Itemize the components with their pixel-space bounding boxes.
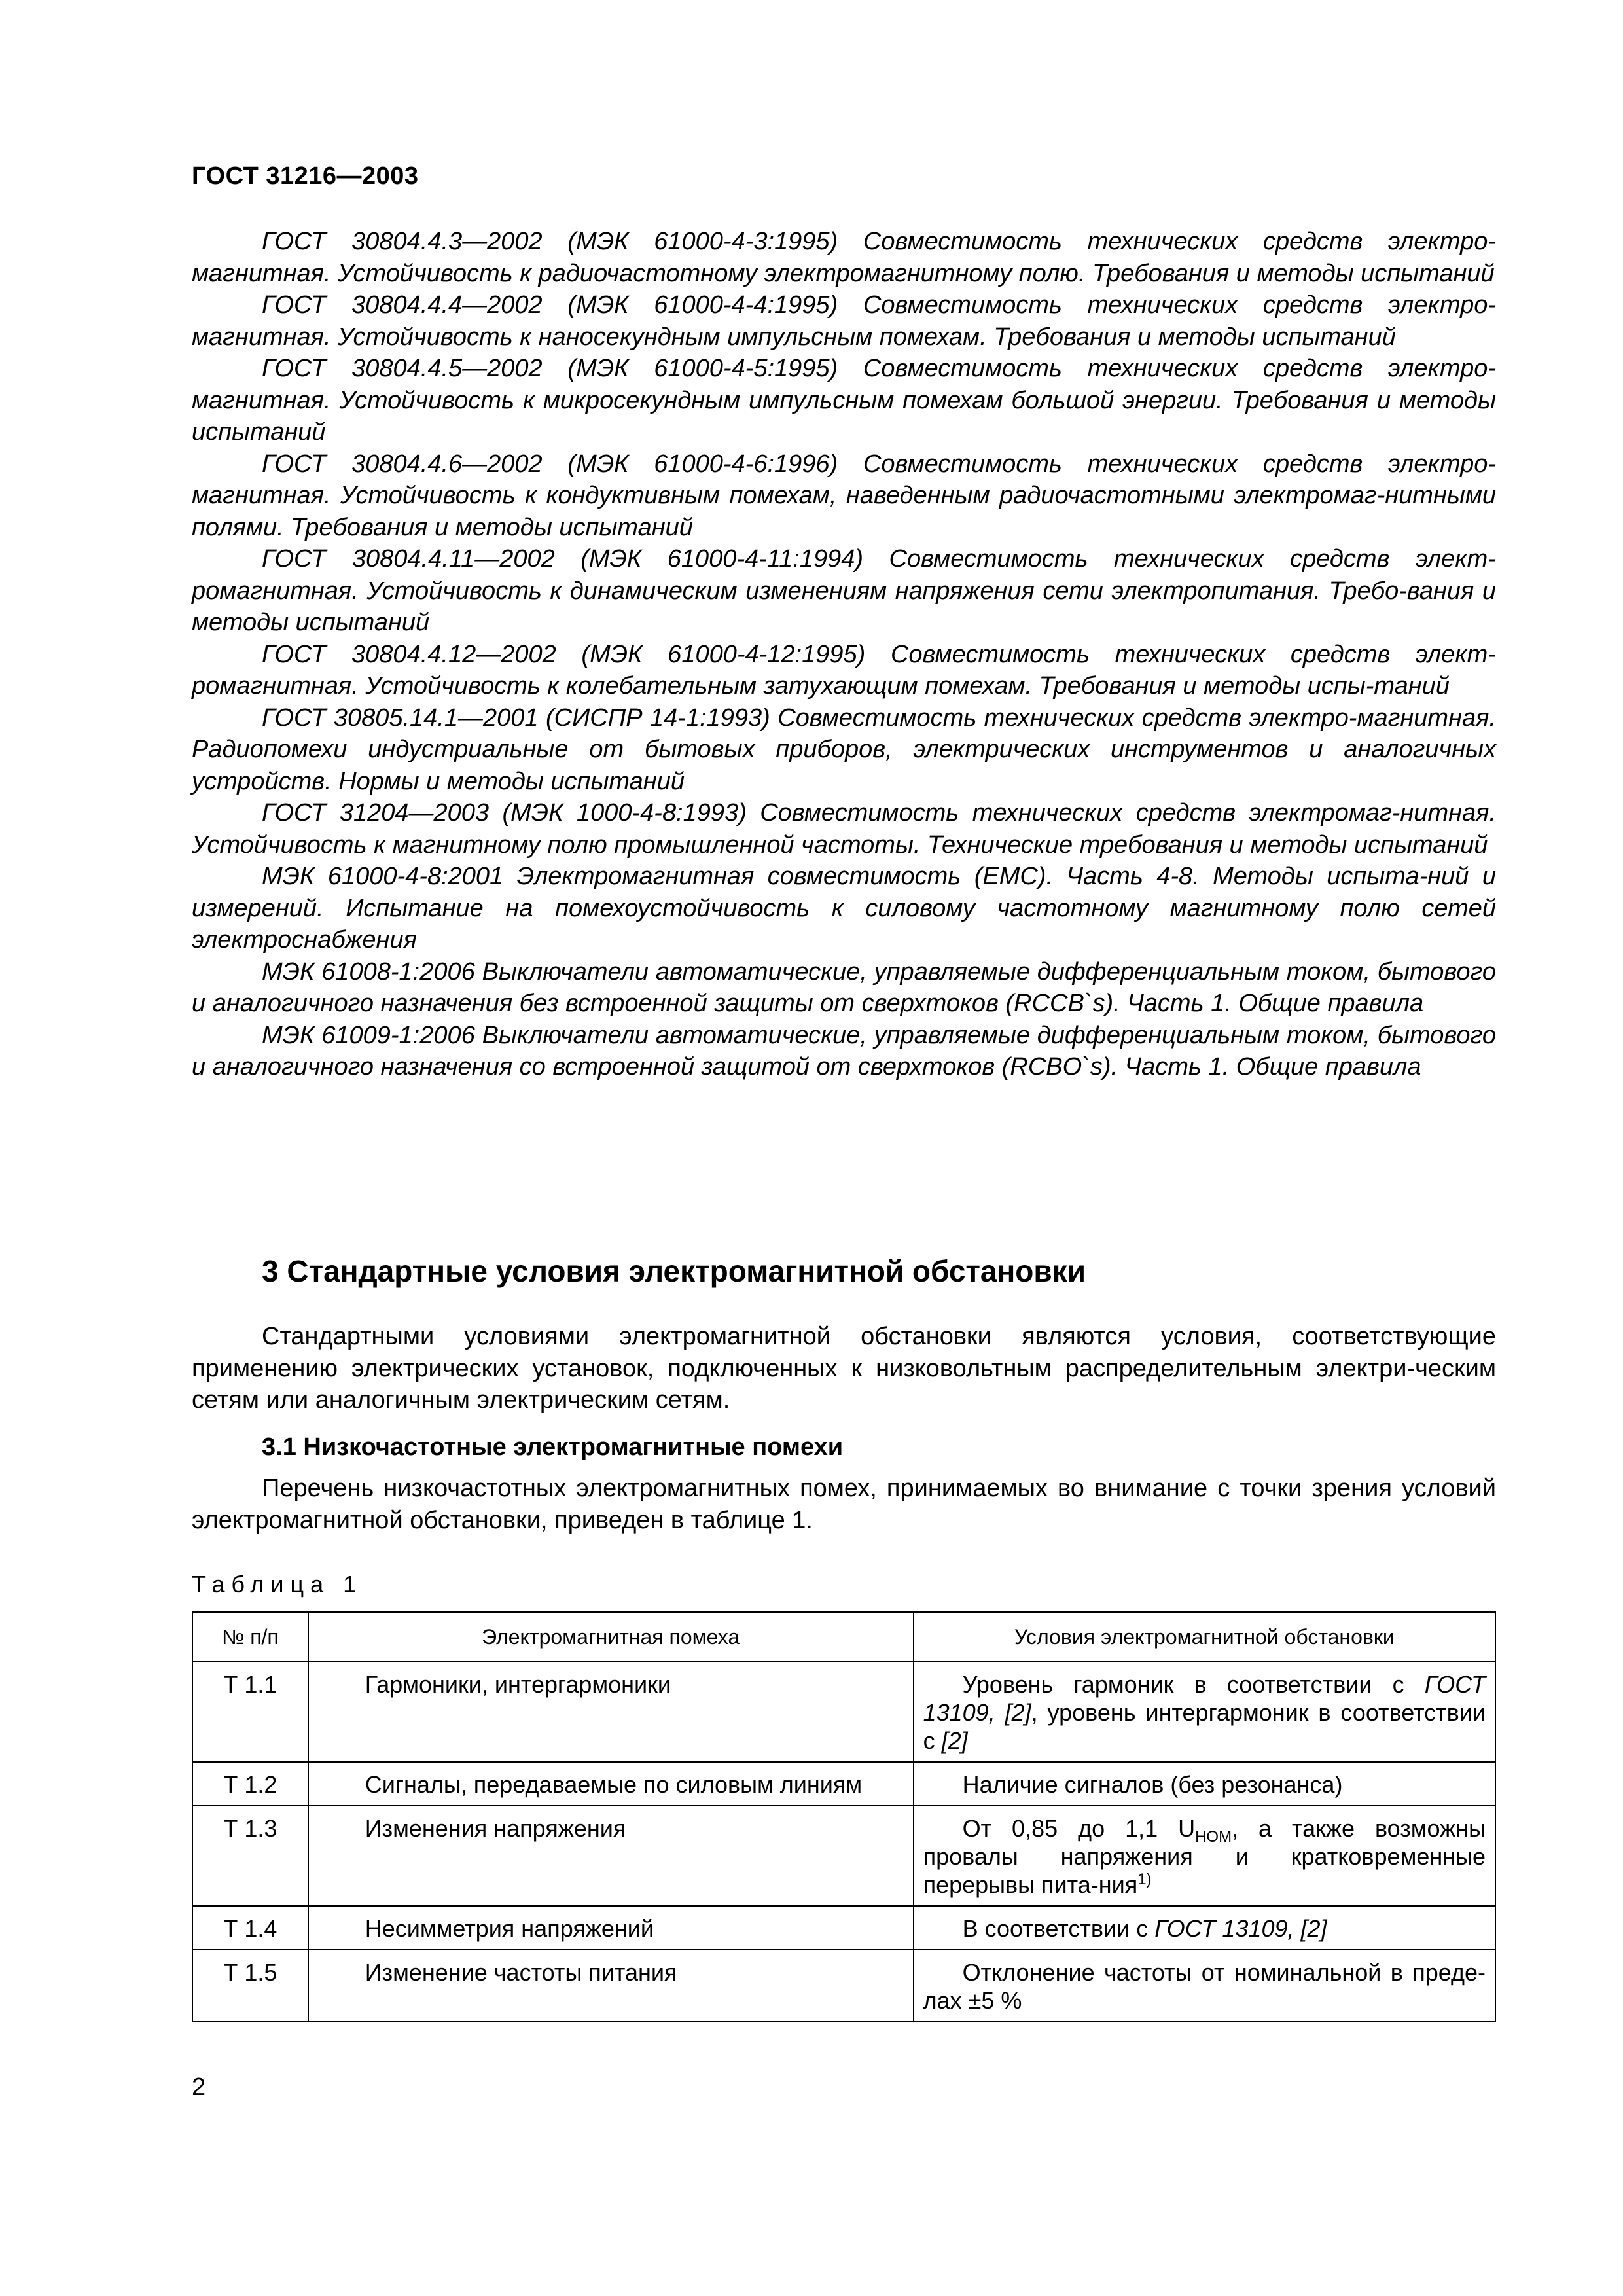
reference-item: ГОСТ 30804.4.12—2002 (МЭК 61000-4-12:1995) Совместимость технических средств элект-ромагнитная. Устойчивость к колебательным затухающим помехам. Требования и методы испы-таний bbox=[192, 640, 1496, 700]
table-row bbox=[192, 1806, 1495, 1906]
footnote-marker: 1) bbox=[1137, 1871, 1152, 1888]
row-number: Т 1.3 bbox=[192, 1806, 308, 1906]
section-3-1-text: Перечень низкочастотных электромагнитных помех, принимаемых во внимание с точки зрения условий электромагнитной обстановки, приведен в таблице 1. bbox=[192, 1475, 1496, 1534]
interference-table bbox=[192, 1611, 1496, 2022]
reference-item: МЭК 61009-1:2006 Выключатели автоматические, управляемые дифференциальным током, бытового и аналогичного назначения со встроенной защитой от сверхтоков (RCBO`s). Часть 1. Общие правила bbox=[192, 1021, 1496, 1081]
table-caption: Таблица 1 bbox=[192, 1571, 363, 1598]
row-conditions bbox=[914, 1662, 1495, 1762]
row-number: Т 1.4 bbox=[192, 1906, 308, 1950]
cond-ref: [2] bbox=[941, 1727, 968, 1754]
row-number: Т 1.5 bbox=[192, 1950, 308, 2022]
section-3-heading: 3 Стандартные условия электромагнитной обстановки bbox=[262, 1254, 1086, 1288]
row-conditions bbox=[914, 1762, 1495, 1806]
reference-item: МЭК 61008-1:2006 Выключатели автоматические, управляемые дифференциальным током, бытового и аналогичного назначения без встроенной защиты от сверхтоков (RCCB`s). Часть 1. Общие правила bbox=[192, 958, 1496, 1017]
page-number: 2 bbox=[192, 2073, 206, 2101]
table-row bbox=[192, 1662, 1495, 1762]
reference-item: ГОСТ 30804.4.11—2002 (МЭК 61000-4-11:1994) Совместимость технических средств элект-ромагнитная. Устойчивость к динамическим изменениям напряжения сети электропитания. Требо-вания и методы испытаний bbox=[192, 545, 1496, 636]
column-header-number: № п/п bbox=[192, 1612, 308, 1662]
reference-item: ГОСТ 30804.4.5—2002 (МЭК 61000-4-5:1995) Совместимость технических средств электро-магнитная. Устойчивость к микросекундным импульсным помехам большой энергии. Требования и методы испытаний bbox=[192, 355, 1496, 446]
row-conditions bbox=[914, 1950, 1495, 2022]
cond-text: Отклонение частоты от номинальной в преде-лах ±5 % bbox=[923, 1959, 1486, 2014]
reference-item: ГОСТ 30804.4.4—2002 (МЭК 61000-4-4:1995) Совместимость технических средств электро-магнитная. Устойчивость к наносекундным импульсным помехам. Требования и методы испытаний bbox=[192, 291, 1496, 351]
reference-item: ГОСТ 31204—2003 (МЭК 1000-4-8:1993) Совместимость технических средств электромаг-нитная. Устойчивость к магнитному полю промышленной частоты. Технические требования и методы испытаний bbox=[192, 799, 1496, 859]
cond-ref: ГОСТ 13109, [2] bbox=[1154, 1915, 1327, 1942]
table-row bbox=[192, 1762, 1495, 1806]
row-interference: Несимметрия напряжений bbox=[308, 1906, 914, 1950]
table-row bbox=[192, 1950, 1495, 2022]
column-header-interference: Электромагнитная помеха bbox=[308, 1612, 914, 1662]
cond-text: Наличие сигналов (без резонанса) bbox=[962, 1771, 1343, 1798]
row-number: Т 1.2 bbox=[192, 1762, 308, 1806]
table-header-row bbox=[192, 1612, 1495, 1662]
row-interference: Сигналы, передаваемые по силовым линиям bbox=[308, 1762, 914, 1806]
normative-references-list bbox=[192, 226, 1496, 1083]
section-3-1-heading: 3.1 Низкочастотные электромагнитные помехи bbox=[262, 1433, 844, 1461]
table-row bbox=[192, 1906, 1495, 1950]
cond-text: От 0,85 до 1,1 U bbox=[962, 1815, 1196, 1842]
row-interference: Изменения напряжения bbox=[308, 1806, 914, 1906]
row-conditions bbox=[914, 1906, 1495, 1950]
reference-item: МЭК 61000-4-8:2001 Электромагнитная совместимость (ЕМС). Часть 4-8. Методы испыта-ний и измерений. Испытание на помехоустойчивость к силовому частотному магнитному полю сетей электроснабжения bbox=[192, 863, 1496, 954]
cond-text: Уровень гармоник в соответствии с bbox=[962, 1671, 1425, 1698]
row-conditions bbox=[914, 1806, 1495, 1906]
cond-text: , а также возможны провалы напряжения и кратковременные перерывы пита-ния bbox=[923, 1815, 1486, 1898]
row-number: Т 1.1 bbox=[192, 1662, 308, 1762]
reference-item: ГОСТ 30804.4.3—2002 (МЭК 61000-4-3:1995) Совместимость технических средств электро-магнитная. Устойчивость к радиочастотному электромагнитному полю. Требования и методы испытаний bbox=[192, 228, 1496, 287]
column-header-conditions: Условия электромагнитной обстановки bbox=[914, 1612, 1495, 1662]
row-interference: Гармоники, интергармоники bbox=[308, 1662, 914, 1762]
document-header: ГОСТ 31216—2003 bbox=[192, 162, 419, 190]
cond-text: В соответствии с bbox=[962, 1915, 1155, 1942]
cond-subscript: НОМ bbox=[1195, 1828, 1232, 1846]
cond-ref: ГОСТ 13109, [2] bbox=[923, 1671, 1486, 1726]
reference-item: ГОСТ 30804.4.6—2002 (МЭК 61000-4-6:1996) Совместимость технических средств электро-магнитная. Устойчивость к кондуктивным помехам, наведенным радиочастотными электромаг-нитными полями. Требования и методы испытаний bbox=[192, 450, 1496, 541]
row-interference: Изменение частоты питания bbox=[308, 1950, 914, 2022]
section-3-text: Стандартными условиями электромагнитной обстановки являются условия, соответствующие применению электрических установок, подключенных к низковольтным распределительным электри-ческим сетям или аналогичным электрическим сетям. bbox=[192, 1323, 1496, 1414]
reference-item: ГОСТ 30805.14.1—2001 (СИСПР 14-1:1993) Совместимость технических средств электро-магнитная. Радиопомехи индустриальные от бытовых приборов, электрических инструментов и аналогичных устройств. Нормы и методы испытаний bbox=[192, 704, 1496, 795]
cond-text: , уровень интергармоник в соответствии с bbox=[923, 1699, 1486, 1754]
